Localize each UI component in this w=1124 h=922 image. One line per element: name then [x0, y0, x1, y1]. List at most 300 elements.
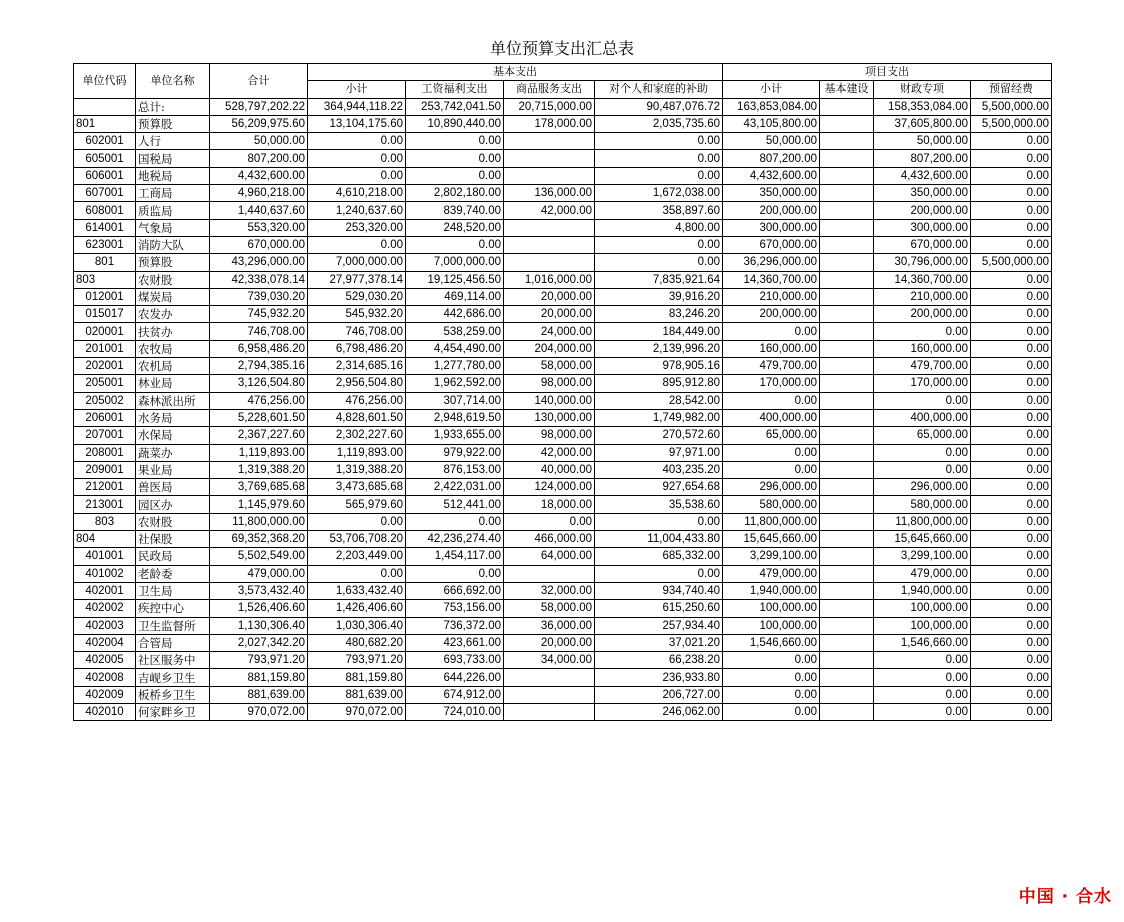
amount-cell: 35,538.60: [595, 496, 723, 513]
amount-cell: 0.00: [406, 150, 504, 167]
amount-cell: 0.00: [874, 669, 971, 686]
amount-cell: 0.00: [723, 392, 820, 409]
amount-cell: 1,030,306.40: [308, 617, 406, 634]
amount-cell: 69,352,368.20: [210, 531, 308, 548]
amount-cell: [820, 236, 874, 253]
amount-cell: 0.00: [971, 427, 1052, 444]
unit-name-cell: 蔬菜办: [136, 444, 210, 461]
table-row: [74, 323, 1052, 340]
unit-code-cell: 614001: [74, 219, 136, 236]
amount-cell: 5,500,000.00: [971, 115, 1052, 132]
amount-cell: [504, 236, 595, 253]
unit-code-cell: 402003: [74, 617, 136, 634]
unit-name-cell: 民政局: [136, 548, 210, 565]
unit-code-cell: 402008: [74, 669, 136, 686]
unit-code-cell: 801: [74, 254, 136, 271]
amount-cell: 881,639.00: [308, 686, 406, 703]
unit-name-cell: 煤炭局: [136, 288, 210, 305]
amount-cell: 0.00: [971, 392, 1052, 409]
amount-cell: 0.00: [874, 461, 971, 478]
amount-cell: 43,296,000.00: [210, 254, 308, 271]
table-row: [74, 513, 1052, 530]
amount-cell: 24,000.00: [504, 323, 595, 340]
amount-cell: [820, 479, 874, 496]
unit-name-cell: 合管局: [136, 634, 210, 651]
amount-cell: 0.00: [971, 306, 1052, 323]
amount-cell: 0.00: [595, 133, 723, 150]
table-row: [74, 288, 1052, 305]
unit-code-cell: 402009: [74, 686, 136, 703]
amount-cell: 739,030.20: [210, 288, 308, 305]
amount-cell: 11,004,433.80: [595, 531, 723, 548]
amount-cell: 4,454,490.00: [406, 340, 504, 357]
table-row: [74, 548, 1052, 565]
unit-name-cell: 板桥乡卫生: [136, 686, 210, 703]
amount-cell: 1,319,388.20: [308, 461, 406, 478]
amount-cell: 170,000.00: [723, 375, 820, 392]
amount-cell: 0.00: [971, 358, 1052, 375]
amount-cell: 6,958,486.20: [210, 340, 308, 357]
unit-name-cell: 果业局: [136, 461, 210, 478]
amount-cell: 4,800.00: [595, 219, 723, 236]
amount-cell: 18,000.00: [504, 496, 595, 513]
amount-cell: 10,890,440.00: [406, 115, 504, 132]
header-basic-subsidy: 对个人和家庭的补助: [595, 81, 723, 98]
amount-cell: 479,700.00: [723, 358, 820, 375]
amount-cell: 0.00: [971, 479, 1052, 496]
brand-watermark: 中国 · 合水: [1018, 887, 1112, 907]
amount-cell: 358,897.60: [595, 202, 723, 219]
amount-cell: 1,546,660.00: [723, 634, 820, 651]
amount-cell: [820, 703, 874, 720]
amount-cell: 160,000.00: [723, 340, 820, 357]
amount-cell: 0.00: [723, 703, 820, 720]
amount-cell: 1,546,660.00: [874, 634, 971, 651]
amount-cell: 0.00: [723, 461, 820, 478]
amount-cell: 1,016,000.00: [504, 271, 595, 288]
amount-cell: [820, 392, 874, 409]
unit-name-cell: 兽医局: [136, 479, 210, 496]
amount-cell: [820, 254, 874, 271]
amount-cell: 257,934.40: [595, 617, 723, 634]
table-row: [74, 236, 1052, 253]
amount-cell: 206,727.00: [595, 686, 723, 703]
unit-code-cell: 205002: [74, 392, 136, 409]
amount-cell: 5,500,000.00: [971, 98, 1052, 115]
amount-cell: [820, 686, 874, 703]
amount-cell: 42,000.00: [504, 444, 595, 461]
amount-cell: 746,708.00: [210, 323, 308, 340]
amount-cell: 0.00: [971, 634, 1052, 651]
amount-cell: 881,639.00: [210, 686, 308, 703]
amount-cell: 90,487,076.72: [595, 98, 723, 115]
amount-cell: [504, 565, 595, 582]
amount-cell: [820, 98, 874, 115]
amount-cell: [820, 271, 874, 288]
unit-name-cell: 农牧局: [136, 340, 210, 357]
amount-cell: 3,299,100.00: [874, 548, 971, 565]
unit-name-cell: 农财股: [136, 271, 210, 288]
table-row: [74, 271, 1052, 288]
unit-code-cell: 401002: [74, 565, 136, 582]
amount-cell: 1,940,000.00: [723, 582, 820, 599]
amount-cell: 666,692.00: [406, 582, 504, 599]
amount-cell: 724,010.00: [406, 703, 504, 720]
amount-cell: 0.00: [971, 185, 1052, 202]
unit-code-cell: 402010: [74, 703, 136, 720]
table-row: [74, 461, 1052, 478]
amount-cell: [820, 617, 874, 634]
amount-cell: 0.00: [874, 652, 971, 669]
amount-cell: 56,209,975.60: [210, 115, 308, 132]
unit-code-cell: 205001: [74, 375, 136, 392]
amount-cell: 5,500,000.00: [971, 254, 1052, 271]
unit-name-cell: 扶贫办: [136, 323, 210, 340]
amount-cell: 0.00: [308, 236, 406, 253]
amount-cell: 670,000.00: [210, 236, 308, 253]
page-title: 单位预算支出汇总表: [489, 39, 634, 58]
amount-cell: 807,200.00: [723, 150, 820, 167]
unit-name-cell: 水保局: [136, 427, 210, 444]
amount-cell: 160,000.00: [874, 340, 971, 357]
amount-cell: 200,000.00: [874, 306, 971, 323]
amount-cell: 3,769,685.68: [210, 479, 308, 496]
amount-cell: 350,000.00: [874, 185, 971, 202]
amount-cell: 0.00: [971, 375, 1052, 392]
amount-cell: 184,449.00: [595, 323, 723, 340]
table-row: [74, 185, 1052, 202]
unit-name-cell: 农财股: [136, 513, 210, 530]
unit-name-cell: 农发办: [136, 306, 210, 323]
amount-cell: 6,798,486.20: [308, 340, 406, 357]
amount-cell: 53,706,708.20: [308, 531, 406, 548]
amount-cell: 0.00: [723, 323, 820, 340]
amount-cell: 210,000.00: [723, 288, 820, 305]
unit-code-cell: 623001: [74, 236, 136, 253]
amount-cell: 0.00: [971, 167, 1052, 184]
amount-cell: 200,000.00: [874, 202, 971, 219]
amount-cell: 253,742,041.50: [406, 98, 504, 115]
amount-cell: 1,749,982.00: [595, 409, 723, 426]
amount-cell: 479,000.00: [874, 565, 971, 582]
unit-code-cell: 206001: [74, 409, 136, 426]
amount-cell: 5,228,601.50: [210, 409, 308, 426]
amount-cell: 476,256.00: [210, 392, 308, 409]
amount-cell: 2,367,227.60: [210, 427, 308, 444]
amount-cell: 1,130,306.40: [210, 617, 308, 634]
header-basic: 基本支出: [308, 64, 723, 81]
table-row: [74, 202, 1052, 219]
amount-cell: [820, 427, 874, 444]
amount-cell: 28,542.00: [595, 392, 723, 409]
amount-cell: 0.00: [971, 513, 1052, 530]
amount-cell: 0.00: [874, 392, 971, 409]
amount-cell: 876,153.00: [406, 461, 504, 478]
table-row: [74, 582, 1052, 599]
amount-cell: 0.00: [971, 669, 1052, 686]
amount-cell: 685,332.00: [595, 548, 723, 565]
amount-cell: 27,977,378.14: [308, 271, 406, 288]
amount-cell: 1,526,406.60: [210, 600, 308, 617]
header-basic-goods: 商品服务支出: [504, 81, 595, 98]
amount-cell: 0.00: [308, 513, 406, 530]
amount-cell: 0.00: [971, 323, 1052, 340]
amount-cell: 300,000.00: [723, 219, 820, 236]
amount-cell: 0.00: [971, 582, 1052, 599]
amount-cell: 7,000,000.00: [308, 254, 406, 271]
amount-cell: 30,796,000.00: [874, 254, 971, 271]
amount-cell: [820, 375, 874, 392]
unit-code-cell: 605001: [74, 150, 136, 167]
header-basic-subtotal: 小计: [308, 81, 406, 98]
amount-cell: 296,000.00: [874, 479, 971, 496]
unit-name-cell: 社保股: [136, 531, 210, 548]
amount-cell: 50,000.00: [723, 133, 820, 150]
unit-name-cell: 水务局: [136, 409, 210, 426]
unit-name-cell: 吉岘乡卫生: [136, 669, 210, 686]
amount-cell: 11,800,000.00: [874, 513, 971, 530]
amount-cell: 0.00: [308, 565, 406, 582]
amount-cell: 36,296,000.00: [723, 254, 820, 271]
amount-cell: 538,259.00: [406, 323, 504, 340]
amount-cell: [504, 219, 595, 236]
amount-cell: 5,502,549.00: [210, 548, 308, 565]
unit-code-cell: 606001: [74, 167, 136, 184]
amount-cell: 170,000.00: [874, 375, 971, 392]
unit-code-cell: 402002: [74, 600, 136, 617]
amount-cell: 1,426,406.60: [308, 600, 406, 617]
amount-cell: 20,715,000.00: [504, 98, 595, 115]
amount-cell: 83,246.20: [595, 306, 723, 323]
amount-cell: 479,000.00: [210, 565, 308, 582]
amount-cell: 580,000.00: [723, 496, 820, 513]
amount-cell: 529,030.20: [308, 288, 406, 305]
amount-cell: 469,114.00: [406, 288, 504, 305]
unit-code-cell: 803: [74, 513, 136, 530]
amount-cell: 200,000.00: [723, 306, 820, 323]
amount-cell: 4,432,600.00: [210, 167, 308, 184]
amount-cell: 43,105,800.00: [723, 115, 820, 132]
amount-cell: 970,072.00: [308, 703, 406, 720]
amount-cell: 246,062.00: [595, 703, 723, 720]
amount-cell: 0.00: [874, 686, 971, 703]
amount-cell: 1,277,780.00: [406, 358, 504, 375]
header-total: 合计: [210, 64, 308, 99]
unit-name-cell: 预算股: [136, 115, 210, 132]
table-row: [74, 531, 1052, 548]
amount-cell: 674,912.00: [406, 686, 504, 703]
amount-cell: 0.00: [874, 444, 971, 461]
table-row: [74, 444, 1052, 461]
amount-cell: [820, 133, 874, 150]
amount-cell: 442,686.00: [406, 306, 504, 323]
amount-cell: [504, 150, 595, 167]
amount-cell: 565,979.60: [308, 496, 406, 513]
amount-cell: 0.00: [971, 340, 1052, 357]
amount-cell: 98,000.00: [504, 375, 595, 392]
amount-cell: 528,797,202.22: [210, 98, 308, 115]
amount-cell: 50,000.00: [874, 133, 971, 150]
amount-cell: 2,314,685.16: [308, 358, 406, 375]
amount-cell: 0.00: [308, 133, 406, 150]
amount-cell: 0.00: [971, 288, 1052, 305]
header-name: 单位名称: [136, 64, 210, 99]
amount-cell: 2,027,342.20: [210, 634, 308, 651]
unit-code-cell: 202001: [74, 358, 136, 375]
amount-cell: 0.00: [971, 409, 1052, 426]
amount-cell: 400,000.00: [874, 409, 971, 426]
amount-cell: [820, 531, 874, 548]
table-row: [74, 340, 1052, 357]
amount-cell: 11,800,000.00: [210, 513, 308, 530]
amount-cell: 97,971.00: [595, 444, 723, 461]
amount-cell: [820, 323, 874, 340]
amount-cell: 130,000.00: [504, 409, 595, 426]
amount-cell: 1,440,637.60: [210, 202, 308, 219]
header-project-construction: 基本建设: [820, 81, 874, 98]
budget-table: [73, 63, 1052, 721]
amount-cell: 693,733.00: [406, 652, 504, 669]
amount-cell: 11,800,000.00: [723, 513, 820, 530]
amount-cell: 0.00: [971, 652, 1052, 669]
amount-cell: [820, 358, 874, 375]
amount-cell: 0.00: [971, 236, 1052, 253]
amount-cell: [820, 202, 874, 219]
amount-cell: 3,473,685.68: [308, 479, 406, 496]
table-row: [74, 669, 1052, 686]
unit-code-cell: 201001: [74, 340, 136, 357]
amount-cell: [820, 340, 874, 357]
amount-cell: [820, 219, 874, 236]
amount-cell: 423,661.00: [406, 634, 504, 651]
amount-cell: 15,645,660.00: [874, 531, 971, 548]
amount-cell: 3,126,504.80: [210, 375, 308, 392]
amount-cell: 553,320.00: [210, 219, 308, 236]
table-body: [74, 98, 1052, 721]
table-row: [74, 565, 1052, 582]
table-header: [74, 64, 1052, 99]
amount-cell: [820, 409, 874, 426]
table-row: [74, 358, 1052, 375]
amount-cell: 42,000.00: [504, 202, 595, 219]
amount-cell: [820, 652, 874, 669]
amount-cell: 0.00: [971, 617, 1052, 634]
unit-name-cell: 社区服务中: [136, 652, 210, 669]
amount-cell: 753,156.00: [406, 600, 504, 617]
amount-cell: 4,432,600.00: [723, 167, 820, 184]
amount-cell: 1,119,893.00: [210, 444, 308, 461]
amount-cell: 881,159.80: [210, 669, 308, 686]
amount-cell: 39,916.20: [595, 288, 723, 305]
amount-cell: 236,933.80: [595, 669, 723, 686]
unit-code-cell: 213001: [74, 496, 136, 513]
amount-cell: 136,000.00: [504, 185, 595, 202]
unit-name-cell: 老龄委: [136, 565, 210, 582]
amount-cell: 2,302,227.60: [308, 427, 406, 444]
amount-cell: 270,572.60: [595, 427, 723, 444]
amount-cell: [504, 254, 595, 271]
amount-cell: 615,250.60: [595, 600, 723, 617]
amount-cell: 978,905.16: [595, 358, 723, 375]
table-row: [74, 219, 1052, 236]
amount-cell: 32,000.00: [504, 582, 595, 599]
amount-cell: 100,000.00: [723, 600, 820, 617]
amount-cell: 0.00: [595, 150, 723, 167]
amount-cell: 745,932.20: [210, 306, 308, 323]
amount-cell: [820, 582, 874, 599]
unit-code-cell: [74, 98, 136, 115]
unit-name-cell: 质监局: [136, 202, 210, 219]
unit-code-cell: 012001: [74, 288, 136, 305]
amount-cell: 480,682.20: [308, 634, 406, 651]
amount-cell: 42,236,274.40: [406, 531, 504, 548]
unit-name-cell: 林业局: [136, 375, 210, 392]
amount-cell: 644,226.00: [406, 669, 504, 686]
table-row: [74, 375, 1052, 392]
unit-name-cell: 预算股: [136, 254, 210, 271]
amount-cell: 0.00: [406, 236, 504, 253]
amount-cell: 7,000,000.00: [406, 254, 504, 271]
amount-cell: 65,000.00: [723, 427, 820, 444]
amount-cell: 65,000.00: [874, 427, 971, 444]
amount-cell: 2,203,449.00: [308, 548, 406, 565]
unit-code-cell: 207001: [74, 427, 136, 444]
amount-cell: [504, 686, 595, 703]
amount-cell: 736,372.00: [406, 617, 504, 634]
header-project: 项目支出: [723, 64, 1052, 81]
amount-cell: 0.00: [308, 167, 406, 184]
unit-code-cell: 401001: [74, 548, 136, 565]
amount-cell: 1,940,000.00: [874, 582, 971, 599]
unit-code-cell: 402001: [74, 582, 136, 599]
amount-cell: [820, 634, 874, 651]
table-row: [74, 98, 1052, 115]
amount-cell: 1,145,979.60: [210, 496, 308, 513]
amount-cell: [504, 669, 595, 686]
amount-cell: 746,708.00: [308, 323, 406, 340]
table-row: [74, 496, 1052, 513]
amount-cell: 40,000.00: [504, 461, 595, 478]
amount-cell: 927,654.68: [595, 479, 723, 496]
unit-code-cell: 020001: [74, 323, 136, 340]
amount-cell: 100,000.00: [723, 617, 820, 634]
amount-cell: 1,962,592.00: [406, 375, 504, 392]
amount-cell: 34,000.00: [504, 652, 595, 669]
amount-cell: 4,610,218.00: [308, 185, 406, 202]
amount-cell: [820, 496, 874, 513]
unit-code-cell: 608001: [74, 202, 136, 219]
amount-cell: 839,740.00: [406, 202, 504, 219]
amount-cell: 0.00: [723, 652, 820, 669]
unit-name-cell: 工商局: [136, 185, 210, 202]
amount-cell: 2,956,504.80: [308, 375, 406, 392]
amount-cell: [504, 703, 595, 720]
amount-cell: 1,119,893.00: [308, 444, 406, 461]
amount-cell: 0.00: [595, 513, 723, 530]
amount-cell: 42,338,078.14: [210, 271, 308, 288]
amount-cell: [820, 461, 874, 478]
unit-name-cell: 人行: [136, 133, 210, 150]
amount-cell: 895,912.80: [595, 375, 723, 392]
amount-cell: 4,960,218.00: [210, 185, 308, 202]
unit-code-cell: 602001: [74, 133, 136, 150]
amount-cell: 0.00: [971, 271, 1052, 288]
amount-cell: 793,971.20: [308, 652, 406, 669]
amount-cell: [820, 115, 874, 132]
amount-cell: 14,360,700.00: [874, 271, 971, 288]
header-project-subtotal: 小计: [723, 81, 820, 98]
amount-cell: 0.00: [406, 133, 504, 150]
